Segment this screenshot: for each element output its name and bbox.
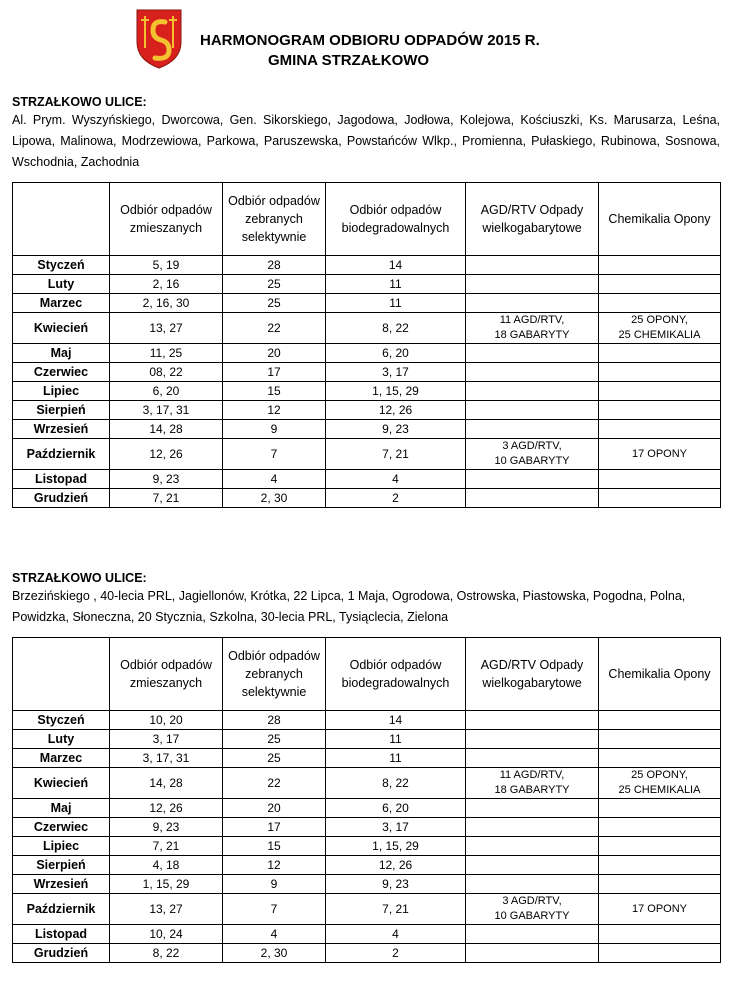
schedule-section-1 [12,95,720,508]
chemicals-tires-cell [599,420,721,439]
agd-rtv-cell: 11 AGD/RTV, 18 GABARYTY [466,768,599,799]
biodegradable-cell: 2 [326,944,466,963]
biodegradable-cell: 12, 26 [326,856,466,875]
agd-rtv-cell [466,711,599,730]
table-row [13,382,721,401]
section-label: STRZAŁKOWO ULICE: [12,95,147,109]
chemicals-tires-cell [599,294,721,313]
chemicals-tires-cell [599,256,721,275]
biodegradable-cell: 9, 23 [326,875,466,894]
selective-waste-cell: 7 [223,894,326,925]
month-cell: Czerwiec [13,363,110,382]
chemicals-tires-cell [599,925,721,944]
table-row [13,363,721,382]
chemicals-tires-cell: 25 OPONY, 25 CHEMIKALIA [599,313,721,344]
mixed-waste-cell: 14, 28 [110,420,223,439]
schedule-rows [13,256,721,508]
mixed-waste-cell: 3, 17, 31 [110,401,223,420]
selective-waste-cell: 17 [223,818,326,837]
table-row [13,768,721,799]
month-cell: Marzec [13,294,110,313]
selective-waste-cell: 25 [223,294,326,313]
agd-rtv-cell [466,294,599,313]
table-row [13,470,721,489]
table-row [13,730,721,749]
agd-rtv-cell [466,856,599,875]
biodegradable-cell: 8, 22 [326,768,466,799]
selective-waste-cell: 28 [223,256,326,275]
table-row [13,818,721,837]
chemicals-tires-cell [599,401,721,420]
header-selective-waste: Odbiór odpadów zebranych selektywnie [223,183,326,256]
biodegradable-cell: 11 [326,749,466,768]
mixed-waste-cell: 6, 20 [110,382,223,401]
month-cell: Lipiec [13,382,110,401]
header-chemicals-tires: Chemikalia Opony [599,183,721,256]
biodegradable-cell: 8, 22 [326,313,466,344]
biodegradable-cell: 1, 15, 29 [326,382,466,401]
header-chemicals-tires: Chemikalia Opony [599,638,721,711]
chemicals-tires-cell [599,818,721,837]
page-title [200,31,600,71]
agd-rtv-cell [466,382,599,401]
selective-waste-cell: 25 [223,275,326,294]
selective-waste-cell: 17 [223,363,326,382]
agd-rtv-cell [466,799,599,818]
selective-waste-cell: 2, 30 [223,944,326,963]
month-cell: Styczeń [13,256,110,275]
header-cell-blank [13,638,110,711]
table-row [13,799,721,818]
schedule-table [12,182,721,508]
month-cell: Luty [13,730,110,749]
biodegradable-cell: 2 [326,489,466,508]
month-cell: Październik [13,894,110,925]
title-line-2: GMINA STRZAŁKOWO [268,52,430,69]
biodegradable-cell: 12, 26 [326,401,466,420]
table-row [13,856,721,875]
agd-rtv-cell [466,275,599,294]
agd-rtv-cell [466,818,599,837]
selective-waste-cell: 9 [223,875,326,894]
selective-waste-cell: 20 [223,344,326,363]
month-cell: Październik [13,439,110,470]
street-list: Brzezińskiego , 40-lecia PRL, Jagiellonów, Krótka, 22 Lipca, 1 Maja, Ogrodowa, Ostrowska, Piastowska, Pogodna, Polna, Powidzka, Słoneczna, 20 Stycznia, Szkolna, 30-lecia PRL, Tysiąclecia, Zielona [12,589,686,624]
table-row [13,344,721,363]
biodegradable-cell: 3, 17 [326,818,466,837]
biodegradable-cell: 3, 17 [326,363,466,382]
mixed-waste-cell: 13, 27 [110,313,223,344]
month-cell: Maj [13,799,110,818]
header-biodegradable: Odbiór odpadów biodegradowalnych [326,638,466,711]
mixed-waste-cell: 3, 17, 31 [110,749,223,768]
month-cell: Sierpień [13,856,110,875]
chemicals-tires-cell [599,944,721,963]
biodegradable-cell: 7, 21 [326,894,466,925]
table-row [13,711,721,730]
biodegradable-cell: 14 [326,711,466,730]
mixed-waste-cell: 10, 20 [110,711,223,730]
month-cell: Luty [13,275,110,294]
mixed-waste-cell: 4, 18 [110,856,223,875]
coat-of-arms-logo [135,8,183,70]
biodegradable-cell: 4 [326,470,466,489]
mixed-waste-cell: 5, 19 [110,256,223,275]
schedule-section-2 [12,571,720,963]
table-row [13,439,721,470]
mixed-waste-cell: 2, 16 [110,275,223,294]
table-row [13,256,721,275]
agd-rtv-cell [466,470,599,489]
biodegradable-cell: 1, 15, 29 [326,837,466,856]
biodegradable-cell: 11 [326,730,466,749]
header-biodegradable: Odbiór odpadów biodegradowalnych [326,183,466,256]
header-mixed-waste: Odbiór odpadów zmieszanych [110,183,223,256]
mixed-waste-cell: 13, 27 [110,894,223,925]
header-mixed-waste: Odbiór odpadów zmieszanych [110,638,223,711]
agd-rtv-cell [466,489,599,508]
selective-waste-cell: 12 [223,856,326,875]
table-row [13,313,721,344]
mixed-waste-cell: 3, 17 [110,730,223,749]
chemicals-tires-cell [599,875,721,894]
chemicals-tires-cell [599,470,721,489]
agd-rtv-cell [466,256,599,275]
agd-rtv-cell [466,344,599,363]
chemicals-tires-cell [599,856,721,875]
biodegradable-cell: 11 [326,294,466,313]
table-row [13,749,721,768]
agd-rtv-cell: 3 AGD/RTV, 10 GABARYTY [466,439,599,470]
chemicals-tires-cell: 17 OPONY [599,439,721,470]
mixed-waste-cell: 7, 21 [110,837,223,856]
month-cell: Wrzesień [13,875,110,894]
mixed-waste-cell: 14, 28 [110,768,223,799]
chemicals-tires-cell [599,363,721,382]
selective-waste-cell: 7 [223,439,326,470]
month-cell: Kwiecień [13,768,110,799]
agd-rtv-cell: 11 AGD/RTV, 18 GABARYTY [466,313,599,344]
month-cell: Styczeń [13,711,110,730]
month-cell: Kwiecień [13,313,110,344]
agd-rtv-cell [466,944,599,963]
selective-waste-cell: 4 [223,925,326,944]
month-cell: Listopad [13,925,110,944]
mixed-waste-cell: 12, 26 [110,799,223,818]
header-selective-waste: Odbiór odpadów zebranych selektywnie [223,638,326,711]
agd-rtv-cell [466,420,599,439]
month-cell: Lipiec [13,837,110,856]
biodegradable-cell: 6, 20 [326,344,466,363]
month-cell: Maj [13,344,110,363]
month-cell: Marzec [13,749,110,768]
chemicals-tires-cell [599,749,721,768]
title-line-1: HARMONOGRAM ODBIORU ODPADÓW 2015 R. [200,32,540,49]
chemicals-tires-cell [599,489,721,508]
table-row [13,294,721,313]
mixed-waste-cell: 9, 23 [110,818,223,837]
biodegradable-cell: 7, 21 [326,439,466,470]
biodegradable-cell: 14 [326,256,466,275]
chemicals-tires-cell: 17 OPONY [599,894,721,925]
selective-waste-cell: 12 [223,401,326,420]
biodegradable-cell: 11 [326,275,466,294]
mixed-waste-cell: 2, 16, 30 [110,294,223,313]
biodegradable-cell: 9, 23 [326,420,466,439]
agd-rtv-cell [466,925,599,944]
mixed-waste-cell: 12, 26 [110,439,223,470]
table-row [13,944,721,963]
month-cell: Listopad [13,470,110,489]
chemicals-tires-cell [599,730,721,749]
chemicals-tires-cell [599,837,721,856]
table-row [13,420,721,439]
street-list: Al. Prym. Wyszyńskiego, Dworcowa, Gen. Sikorskiego, Jagodowa, Jodłowa, Kolejowa, Kościuszki, Ks. Marusarza, Leśna, Lipowa, Malinowa, Modrzewiowa, Parkowa, Paruszewska, Powstańców Wlkp., Promienna, Pułaskiego, Rubinowa, Sosnowa, Wschodnia, Zachodnia [12,113,720,169]
chemicals-tires-cell [599,344,721,363]
selective-waste-cell: 22 [223,313,326,344]
table-row [13,875,721,894]
mixed-waste-cell: 8, 22 [110,944,223,963]
month-cell: Grudzień [13,944,110,963]
month-cell: Czerwiec [13,818,110,837]
chemicals-tires-cell [599,275,721,294]
selective-waste-cell: 9 [223,420,326,439]
agd-rtv-cell [466,730,599,749]
section-label: STRZAŁKOWO ULICE: [12,571,147,585]
agd-rtv-cell [466,837,599,856]
table-row [13,275,721,294]
chemicals-tires-cell [599,382,721,401]
agd-rtv-cell [466,401,599,420]
mixed-waste-cell: 9, 23 [110,470,223,489]
mixed-waste-cell: 7, 21 [110,489,223,508]
biodegradable-cell: 4 [326,925,466,944]
table-row [13,925,721,944]
table-row [13,894,721,925]
header-agd-rtv: AGD/RTV Odpady wielkogabarytowe [466,183,599,256]
selective-waste-cell: 15 [223,837,326,856]
selective-waste-cell: 15 [223,382,326,401]
table-row [13,837,721,856]
mixed-waste-cell: 10, 24 [110,925,223,944]
agd-rtv-cell: 3 AGD/RTV, 10 GABARYTY [466,894,599,925]
agd-rtv-cell [466,875,599,894]
selective-waste-cell: 28 [223,711,326,730]
chemicals-tires-cell [599,711,721,730]
table-row [13,489,721,508]
header-cell-blank [13,183,110,256]
month-cell: Sierpień [13,401,110,420]
schedule-rows [13,711,721,963]
mixed-waste-cell: 08, 22 [110,363,223,382]
selective-waste-cell: 25 [223,730,326,749]
table-row [13,401,721,420]
agd-rtv-cell [466,363,599,382]
chemicals-tires-cell: 25 OPONY, 25 CHEMIKALIA [599,768,721,799]
selective-waste-cell: 25 [223,749,326,768]
schedule-table [12,637,721,963]
selective-waste-cell: 2, 30 [223,489,326,508]
mixed-waste-cell: 11, 25 [110,344,223,363]
month-cell: Wrzesień [13,420,110,439]
biodegradable-cell: 6, 20 [326,799,466,818]
selective-waste-cell: 20 [223,799,326,818]
selective-waste-cell: 22 [223,768,326,799]
month-cell: Grudzień [13,489,110,508]
agd-rtv-cell [466,749,599,768]
mixed-waste-cell: 1, 15, 29 [110,875,223,894]
header-agd-rtv: AGD/RTV Odpady wielkogabarytowe [466,638,599,711]
selective-waste-cell: 4 [223,470,326,489]
chemicals-tires-cell [599,799,721,818]
